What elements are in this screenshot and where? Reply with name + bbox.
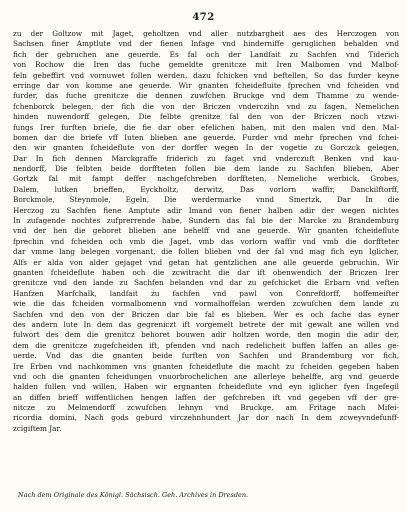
text-line: Hanfzen Marfchalk, landfait zu fachfen vnd pawl von Conrefdorff, hoffemeifter (13, 288, 399, 298)
text-line: von Rochow die Iren das fuche gemeldte grenitcze mit Iren Malbomen vnd Malbof- (13, 60, 399, 70)
text-line: hinden nuwendorff gelegen, Die felbte grenitze fal den von der Briczen noch vtzwi- (13, 112, 399, 122)
text-line: grenitcze vnd den lande zu Sachfen belanden vnd dar zu gefchicket die Erbarn vnd veften (13, 278, 399, 288)
text-line-final: zcigiftem Jar. (13, 423, 62, 433)
text-line: In zufagende nochtes zufprerrende habe, Sundern das fal bie der Marcke zu Brandemburg (13, 216, 399, 226)
text-line: Gortzk fal mit fampt deffer nachgefchreben dorffteten, Nemeliche werbick, Grobes, (13, 174, 399, 184)
text-line: wie die das fcheiden vormalbomenn vnd vormalhoffelan werden zcwufchen dem lande zu (13, 299, 399, 309)
text-line: feln gebeffirt vnd vornuwet follen werden, dazu fchicken vnd beftellen, So das furder keyne (13, 70, 399, 80)
text-line: nitcze zu Melmendorff zcwufchen lehnyn vnd Bruckge, am Fritage nach Mifei- (13, 403, 399, 413)
text-line: an diffen brieff wiffentlichen hengen laffen der gefchreben ift vnd gegeben vff der gre- (13, 392, 399, 402)
text-line: gnanten fcheideflute haben och die zcwitracht die dar ift obenwendich der Briczen Irer (13, 267, 399, 277)
text-line: fungs Irer furften briefe, die fie dar ober efelichen haben, mit den malen vnd den Mal- (13, 122, 399, 132)
page-number: 472 (192, 12, 215, 23)
text-line: erringe dar von komme ane geuerde. Wir gnanten fcheidefluite fprechen vnd fcheiden vnd (13, 80, 399, 90)
text-line: des andern lute In dem das gegreniczt ift vorgemelt betrete der mit gewalt ane willen vnd (13, 319, 399, 329)
text-line: Sachfen vnd den von der Briczen dar bie fal es blieben. Wer es och fache das eyner (13, 309, 399, 319)
text-line: fich der gebruchen ane geuerde. Es fal och der Landfait zu Sachfen vnd Tiderich (13, 49, 399, 59)
text-line: Sachsen finer Amptlute vnd der fienen Infage vnd hinderniffe geruglichen behalden vnd (13, 39, 399, 49)
text-line: fchenborck belegen, der fich die von der Briczen vnderczihn vnd zu fagen, Nemelichen (13, 101, 399, 111)
text-line: ricordia domini, Nach gods geburd virczehnhundert Jar dor nach In dem zcweyvndefunff- (13, 413, 399, 423)
text-line: dar vmme lang belegen vorgenant, die follen blieben vnd der fal vnd mag fich eyn Iglicher, (13, 247, 399, 257)
text-line: Alfs er alda von alder gejaget vnd getan hat gentzlichen ane alle geuerde gebruchin. Wir (13, 257, 399, 267)
text-line: vnd och die gnanten fcheidungen vnuorbrochelichen ane allerleye behelffe, arg vnd geuerde (13, 371, 399, 381)
text-line: Dar In fich dennen Marckgraffe friderich zu faget vnd vnderczuft Benken vnd kau- (13, 153, 399, 163)
document-body (13, 29, 399, 434)
text-line: vnd der hen die geboret blieben ane behelff vnd ane geuerde. Wir gnanten fcheideflute (13, 226, 399, 236)
source-note: Nach dem Originale des Königl. Sächsisch. Geh. Archives in Dresden. (18, 491, 249, 499)
text-line: Herczog zu Sachfen fiene Amptute adir Imand von fiener halben adir der wegen nichtes (13, 205, 399, 215)
text-line: furder, das fuche grenitcze die dennen zuwfchen Bruckge vnd dem Thamme zu wende- (13, 91, 399, 101)
text-line: fprechin vnd fcheiden och vmb die Jaget, vmb das vorlorn waffir vnd vmb die dorffteter (13, 236, 399, 246)
text-line: dem die grenitcze zugefcheiden ift, pfenden vnd nach redelicheit buffen laffen an alles ge- (13, 340, 399, 350)
text-line: Dalem, lutken brieffen, Eyckholtz, derwitz, Das vorlorn waffir, Danckilftorff, (13, 184, 399, 194)
text-line: Ire Erben vnd nachkommen vns gnanten fcheideflute die macht zu fcheiden gegeben haben (13, 361, 399, 371)
text-line: zu der Goltzow mit Jaget, geholtzen vnd aller nutzbargheit aes des Herczogen von (13, 29, 399, 38)
text-line: Borckmole, Steynmole, Egeln, Die werdermarke vnnd Smertzk, Dar In die (13, 195, 399, 205)
text-line: bomen dar die briefe vff Iuten blieben ane geuerde. Furder vnd mehr fprechen vnd fchei- (13, 132, 399, 142)
text-line: halden fullen vnd willen, Haben wir ergnanten fcheideflute vnd eyn iglicher fyen Ingefegil (13, 382, 399, 392)
text-line: nendorff, Die felbten beide dorffteten follen bie dem lande zu Sachfen blieben, Aber (13, 164, 399, 174)
text-line: fulwort des dem die grenitcz behoret bouwen adir holtzen worde, den mogin die adir der, (13, 330, 399, 340)
text-line: uerde. Vnd das die gnanten beide furften von Sachfen und Brandemburg vor fich, (13, 351, 399, 361)
text-line: den wir gnanten fcheideflute von der dorffer wegen In der vogetie zu Gorczck gelegen, (13, 143, 399, 153)
